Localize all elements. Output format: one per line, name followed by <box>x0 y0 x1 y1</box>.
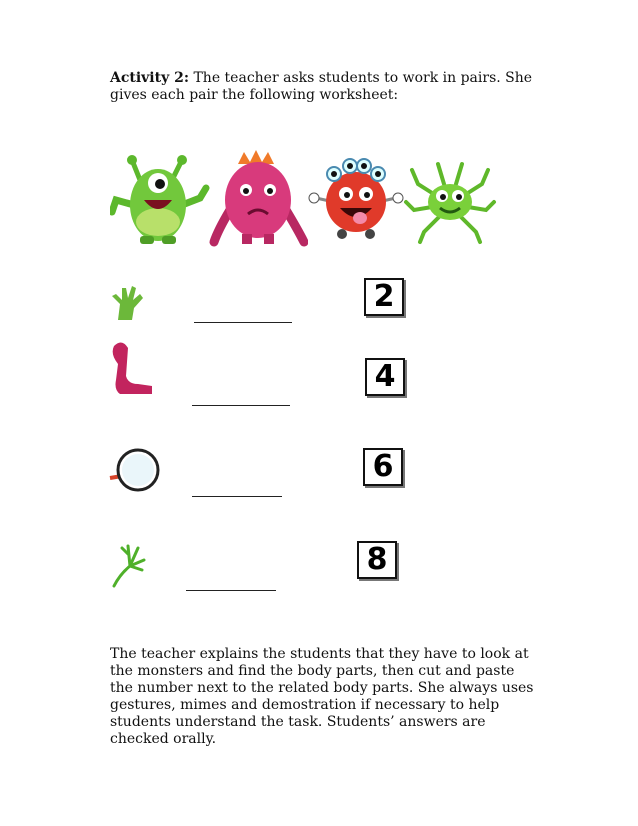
red-many-eyed-monster-icon <box>306 150 406 250</box>
number-card: 6 <box>363 448 403 486</box>
activity-intro-text: The teacher asks students to work in pairs. She gives each pair the following worksheet: <box>110 70 533 103</box>
number-card: 8 <box>357 541 397 579</box>
monster-row <box>110 150 490 250</box>
pink-furry-monster-icon <box>208 150 308 250</box>
green-alien-monster-icon <box>110 150 210 250</box>
green-hand-icon <box>108 282 148 322</box>
answer-blank <box>192 405 290 406</box>
answer-blank <box>194 322 292 323</box>
answer-blank <box>192 496 282 497</box>
activity-explanation: The teacher explains the students that they have to look at the monsters and find the body parts, then cut and paste the number next to the related body parts. She always uses gestures, mimes and demostration if necessary to help students understand the task. Students’ answers are checked orally. <box>110 646 534 747</box>
activity-label: Activity 2: <box>110 70 190 86</box>
pink-leg-icon <box>108 340 156 396</box>
green-claw-foot-icon <box>108 540 148 590</box>
answer-blank <box>186 590 276 591</box>
green-spider-monster-icon <box>400 150 500 250</box>
number-card: 4 <box>365 358 405 396</box>
activity-intro <box>110 70 540 104</box>
number-card: 2 <box>364 278 404 316</box>
eye-icon <box>108 446 162 496</box>
